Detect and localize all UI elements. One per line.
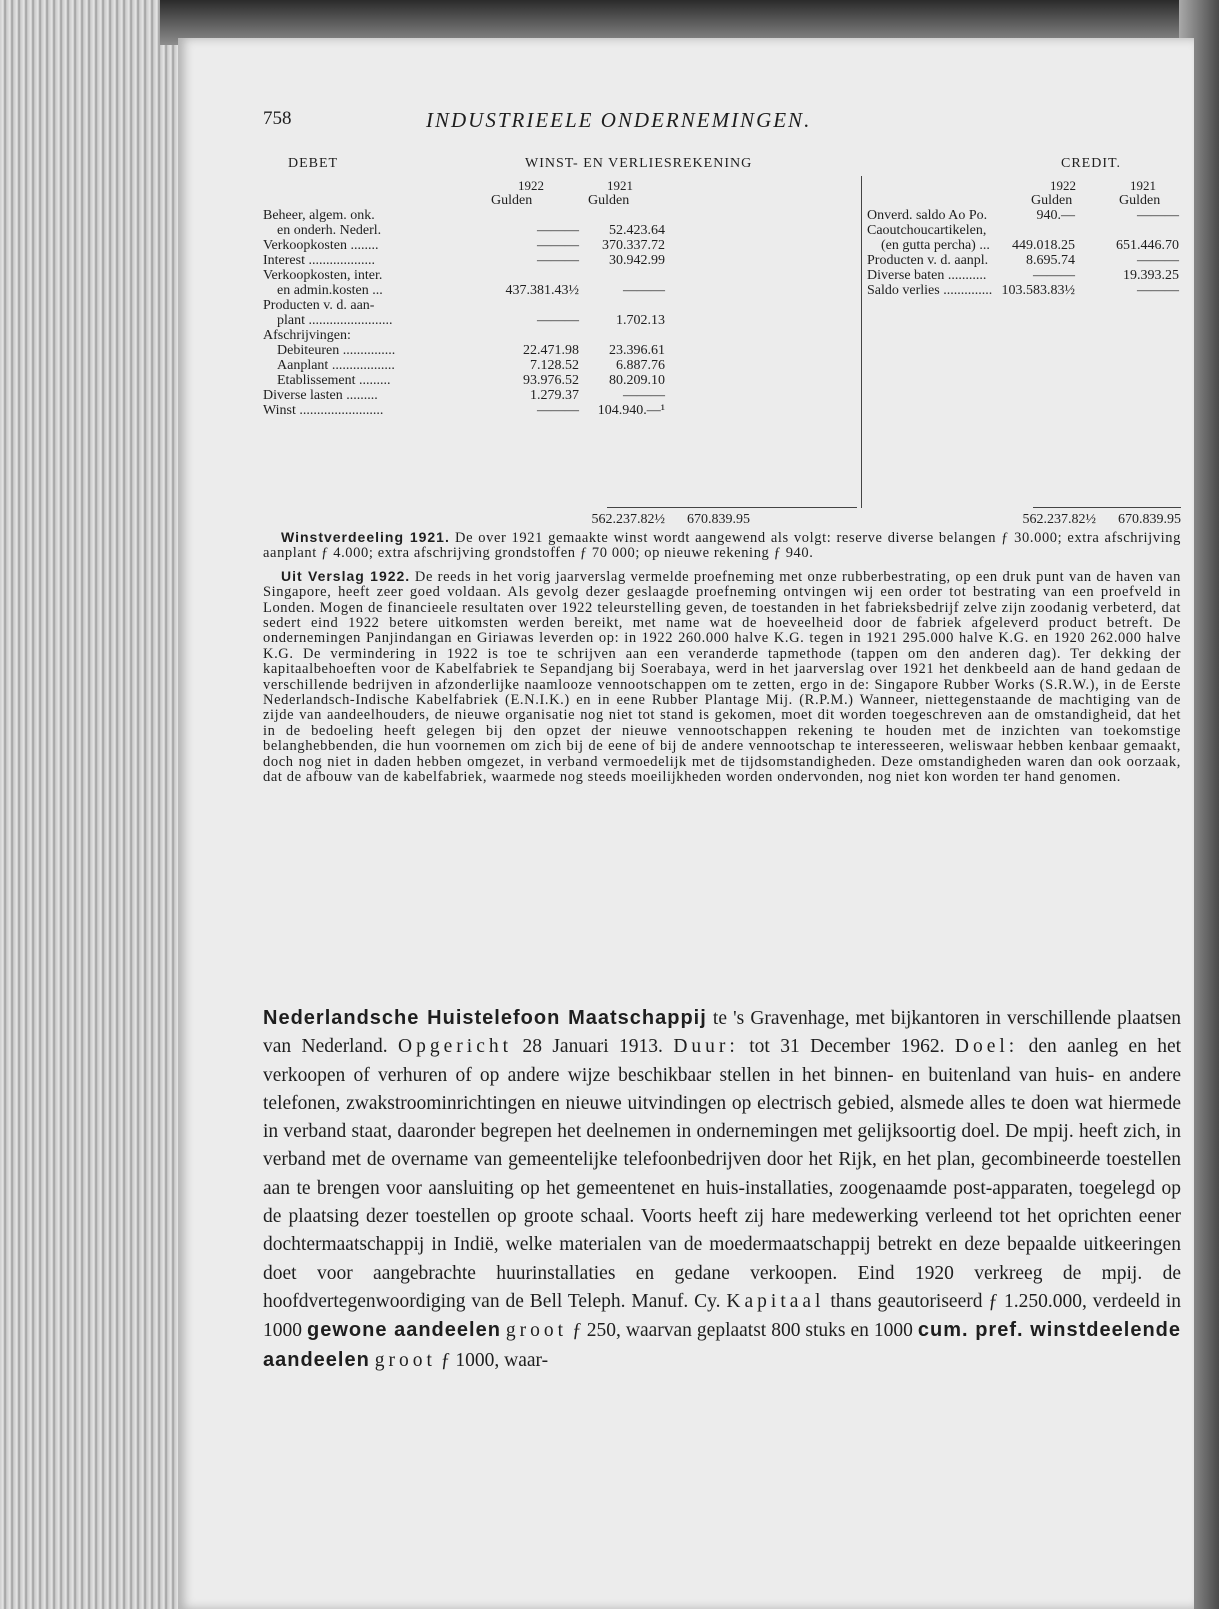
groot-label: groot <box>505 1320 568 1342</box>
debit-value-1921: 23.396.61 <box>609 343 665 358</box>
debit-value-1922: ——— <box>537 403 579 418</box>
debit-value-1921: 104.940.—¹ <box>597 403 665 418</box>
currency-label: Gulden <box>491 193 533 208</box>
debit-row <box>263 313 1181 328</box>
credit-row <box>263 283 1181 298</box>
credit-value-1921: 19.393.25 <box>1123 268 1179 283</box>
credit-value-1922: 103.583.83½ <box>1001 283 1075 298</box>
credit-row <box>263 238 1181 253</box>
debit-row <box>263 373 1181 388</box>
debit-row <box>263 343 1181 358</box>
debit-row <box>263 388 1181 403</box>
debit-value-1921: 30.942.99 <box>609 253 665 268</box>
duur-value: tot 31 December 1962. <box>749 1036 945 1058</box>
debit-row <box>263 358 1181 373</box>
debit-label: Interest ................... <box>263 253 375 268</box>
debit-value-1921: ——— <box>623 283 665 298</box>
kapitaal-text: thans geautoriseerd ƒ 1.250.000, verdeeld in 1000 <box>263 1290 1181 1342</box>
credit-value-1922: 449.018.25 <box>1012 238 1075 253</box>
groot-label: groot <box>374 1349 436 1371</box>
debit-label: Debiteuren ............... <box>277 343 396 358</box>
credit-total-1921: 670.839.95 <box>1118 512 1181 527</box>
duur-label: Duur: <box>673 1036 739 1058</box>
debit-row <box>263 328 1181 343</box>
currency-label: Gulden <box>1031 193 1073 208</box>
company-paragraph <box>263 1004 1181 1375</box>
credit-row <box>263 223 1181 238</box>
debit-value-1922: ——— <box>537 238 579 253</box>
debit-value-1921: 1.702.13 <box>616 313 665 328</box>
report-text <box>263 530 1181 793</box>
debit-value-1922: 93.976.52 <box>523 373 579 388</box>
statement-title: WINST- EN VERLIESREKENING <box>525 156 753 171</box>
kapitaal-label: Kapitaal <box>726 1290 825 1312</box>
credit-value-1922: ——— <box>1033 268 1075 283</box>
debit-value-1921: 370.337.72 <box>602 238 665 253</box>
debit-label: Winst ........................ <box>263 403 384 418</box>
credit-total-1922: 562.237.82½ <box>1022 512 1096 527</box>
debit-value-1922: 7.128.52 <box>530 358 579 373</box>
debit-label: Verkoopkosten, inter. <box>263 268 383 283</box>
credit-row <box>263 208 1181 223</box>
credit-value-1922: 8.695.74 <box>1026 253 1075 268</box>
credit-value-1922: 940.— <box>1036 208 1075 223</box>
credit-heading: CREDIT. <box>1061 156 1122 171</box>
debit-row <box>263 298 1181 313</box>
debit-value-1921: 80.209.10 <box>609 373 665 388</box>
book-page-edges <box>0 0 190 1609</box>
credit-total-rule <box>1033 507 1181 508</box>
credit-label: Diverse baten ........... <box>867 268 987 283</box>
debit-total-1921: 670.839.95 <box>687 512 750 527</box>
verslag-heading: Uit Verslag 1922. <box>281 567 411 584</box>
debit-row <box>263 403 1181 418</box>
doel-label: Doel: <box>954 1036 1019 1058</box>
debit-label: Diverse lasten ......... <box>263 388 378 403</box>
debit-total-1922: 562.237.82½ <box>591 512 665 527</box>
debit-value-1922: 437.381.43½ <box>505 283 579 298</box>
credit-label: Producten v. d. aanpl. <box>867 253 989 268</box>
company-name: Nederlandsche Huistelefoon Maatschappij <box>263 1007 707 1029</box>
currency-label: Gulden <box>588 193 630 208</box>
debit-label: Beheer, algem. onk. <box>263 208 375 223</box>
page-header <box>178 108 1194 138</box>
debit-label: Verkoopkosten ........ <box>263 238 379 253</box>
credit-label: Onverd. saldo Ao Po. <box>867 208 988 223</box>
debit-value-1921: ——— <box>623 388 665 403</box>
year-label: 1922 <box>1050 178 1076 193</box>
debit-value-1922: ——— <box>537 223 579 238</box>
verslag-text: De reeds in het vorig jaarverslag vermelde proefneming met onze rubberbestrating, op een druk punt van de haven van Singapore, heeft zeer goed voldaan. Als gevolg dezer geslaagde proefneming ontvingen wij een order tot bestrating van een proefveld in Londen. Mogen de financieele resultaten over 1922 teleurstelling geven, de toestanden in het fabrieksbedrijf zelve zijn zoodanig verbeterd, dat sedert eind 1922 betere uitkomsten werden bereikt, met name wat de hoeveelheid door de fabriek afgeleverd product betreft. De ondernemingen Panjindangan en Giriawas leverden op: in 1922 260.000 halve K.G. tegen in 1921 295.000 halve K.G. en 1920 262.000 halve K.G. De vermindering in 1922 is toe te schrijven aan een veranderde tapmethode (tappen om den anderen dag). Ter dekking der kapitaalbehoeften voor de Kabelfabriek te Sepandjang bij Soerabaya, werd in het jaarverslag over 1921 het denkbeeld aan de hand gedaan de verschillende bedrijven in afzonderlijke naamlooze vennootschappen om te zetten, ergo in de: Singapore Rubber Works (S.R.W.), in de Eerste Nederlandsch-Indische Kabelfabriek (E.N.I.K.) en in eene Rubber Plantage Mij. (R.P.M.) Wanneer, niettegenstaande de machtiging van de zijde van aandeelhouders, de nieuwe organisatie nog niet tot stand is gekomen, moet dit worden toegeschreven aan de omstandigheid, dat het in de bedoeling heeft gelegen bij den opzet der nieuwe vennootschappen rekening te houden met de inzichten van toekomstige belanghebbenden, die hun voornemen om zich bij de eene of bij de andere vennootschap te interesseeren, weliswaar hebben kenbaar gemaakt, doch nog niet in daden hebben omgezet, in verband vermoedelijk met de tijdsomstandigheden. Deze omstandigheden waren dan ook oorzaak, dat de afbouw van de kabelfabriek, waarmede nog steeds moeilijkheden worden ondervonden, nog niet kon worden ter hand genomen. <box>263 568 1181 786</box>
debit-label: plant ........................ <box>277 313 393 328</box>
debit-heading: DEBET <box>288 156 339 171</box>
currency-label: Gulden <box>1119 193 1161 208</box>
credit-row <box>263 253 1181 268</box>
gewone-aandeelen: gewone aandeelen <box>306 1319 501 1342</box>
year-label: 1922 <box>518 178 544 193</box>
running-title: INDUSTRIEELE ONDERNEMINGEN. <box>426 108 812 132</box>
opgericht-value: 28 Januari 1913. <box>522 1036 663 1058</box>
credit-label: Caoutchoucartikelen, <box>867 223 987 238</box>
debit-label: Afschrijvingen: <box>263 328 351 343</box>
credit-label: Saldo verlies .............. <box>867 283 993 298</box>
page-number: 758 <box>263 108 292 129</box>
debit-label: Producten v. d. aan- <box>263 298 375 313</box>
winstverdeeling-heading: Winstverdeeling 1921. <box>281 529 450 545</box>
debit-value-1922: ——— <box>537 313 579 328</box>
debit-value-1921: 52.423.64 <box>609 223 665 238</box>
pref-aandeelen: cum. pref. winstdeelende aandeelen <box>263 1319 1182 1371</box>
debit-label: en onderh. Nederl. <box>277 223 382 238</box>
winstverdeeling-text: De over 1921 gemaakte winst wordt aangewend als volgt: reserve diverse belangen ƒ 30.000; extra afschrijving aanplant ƒ 4.000; extra afschrijving grondstoffen ƒ 70 000; op nieuwe rekening ƒ 940. <box>263 530 1181 562</box>
debit-value-1921: 6.887.76 <box>616 358 665 373</box>
debit-label: en admin.kosten ... <box>277 283 383 298</box>
debit-value-1922: ——— <box>537 253 579 268</box>
year-label: 1921 <box>1130 178 1156 193</box>
winstverdeeling-paragraph <box>263 530 1181 562</box>
year-label: 1921 <box>607 178 633 193</box>
credit-value-1921: 651.446.70 <box>1116 238 1179 253</box>
credit-value-1921: ——— <box>1137 208 1179 223</box>
doel-text: den aanleg en het verkoopen of verhuren of op andere wijze beschikbaar stellen in het binnen- en buitenland van huis- en andere telefonen, zwakstroominrichtingen en nieuwe uitvindingen op electrisch gebied, alsmede alles te doen wat hiermede in verband staat, daaronder begrepen het deelnemen in ondernemingen met gelijksoortig doel. De mpij. heeft zich, in verband met de overname van gemeentelijke telefoonbedrijven door het Rijk, en het plan, gecombineerde toestellen aan te brengen voor aansluiting op het gemeentenet en huis-installaties, zoogenaamde post-apparaten, toegelegd op de plaatsing dezer toestellen op groote schaal. Voorts heeft zij hare medewerking verleend tot het oprichten eener dochtermaatschappij in Indië, welke materialen van de moedermaatschappij betrekt en deze bepaalde uitkeeringen doet voor aangebrachte huurinstallaties en gedane verkoopen. Eind 1920 verkreeg de mpij. de hoofdvertegenwoordiging van de Bell Teleph. Manuf. Cy. <box>263 1036 1182 1312</box>
gewone-text: ƒ 250, waarvan geplaatst 800 stuks en 1000 <box>572 1320 913 1342</box>
opgericht-label: Opgericht <box>398 1036 513 1058</box>
credit-value-1921: ——— <box>1137 283 1179 298</box>
credit-value-1921: ——— <box>1137 253 1179 268</box>
debit-label: Etablissement ......... <box>277 373 391 388</box>
credit-label: (en gutta percha) ... <box>881 238 990 253</box>
credit-row <box>263 268 1181 283</box>
debit-total-rule <box>607 507 857 508</box>
book-page <box>178 38 1194 1609</box>
verslag-paragraph <box>263 569 1181 786</box>
company-entry <box>263 1004 1181 1375</box>
company-intro: te 's Gravenhage, met bijkantoren in verschillende plaatsen van Nederland. <box>263 1008 1182 1058</box>
profit-loss-statement <box>263 156 1181 530</box>
debit-label: Aanplant .................. <box>277 358 395 373</box>
pref-text: ƒ 1000, waar- <box>440 1349 549 1371</box>
debit-value-1922: 22.471.98 <box>523 343 579 358</box>
debit-value-1922: 1.279.37 <box>530 388 579 403</box>
